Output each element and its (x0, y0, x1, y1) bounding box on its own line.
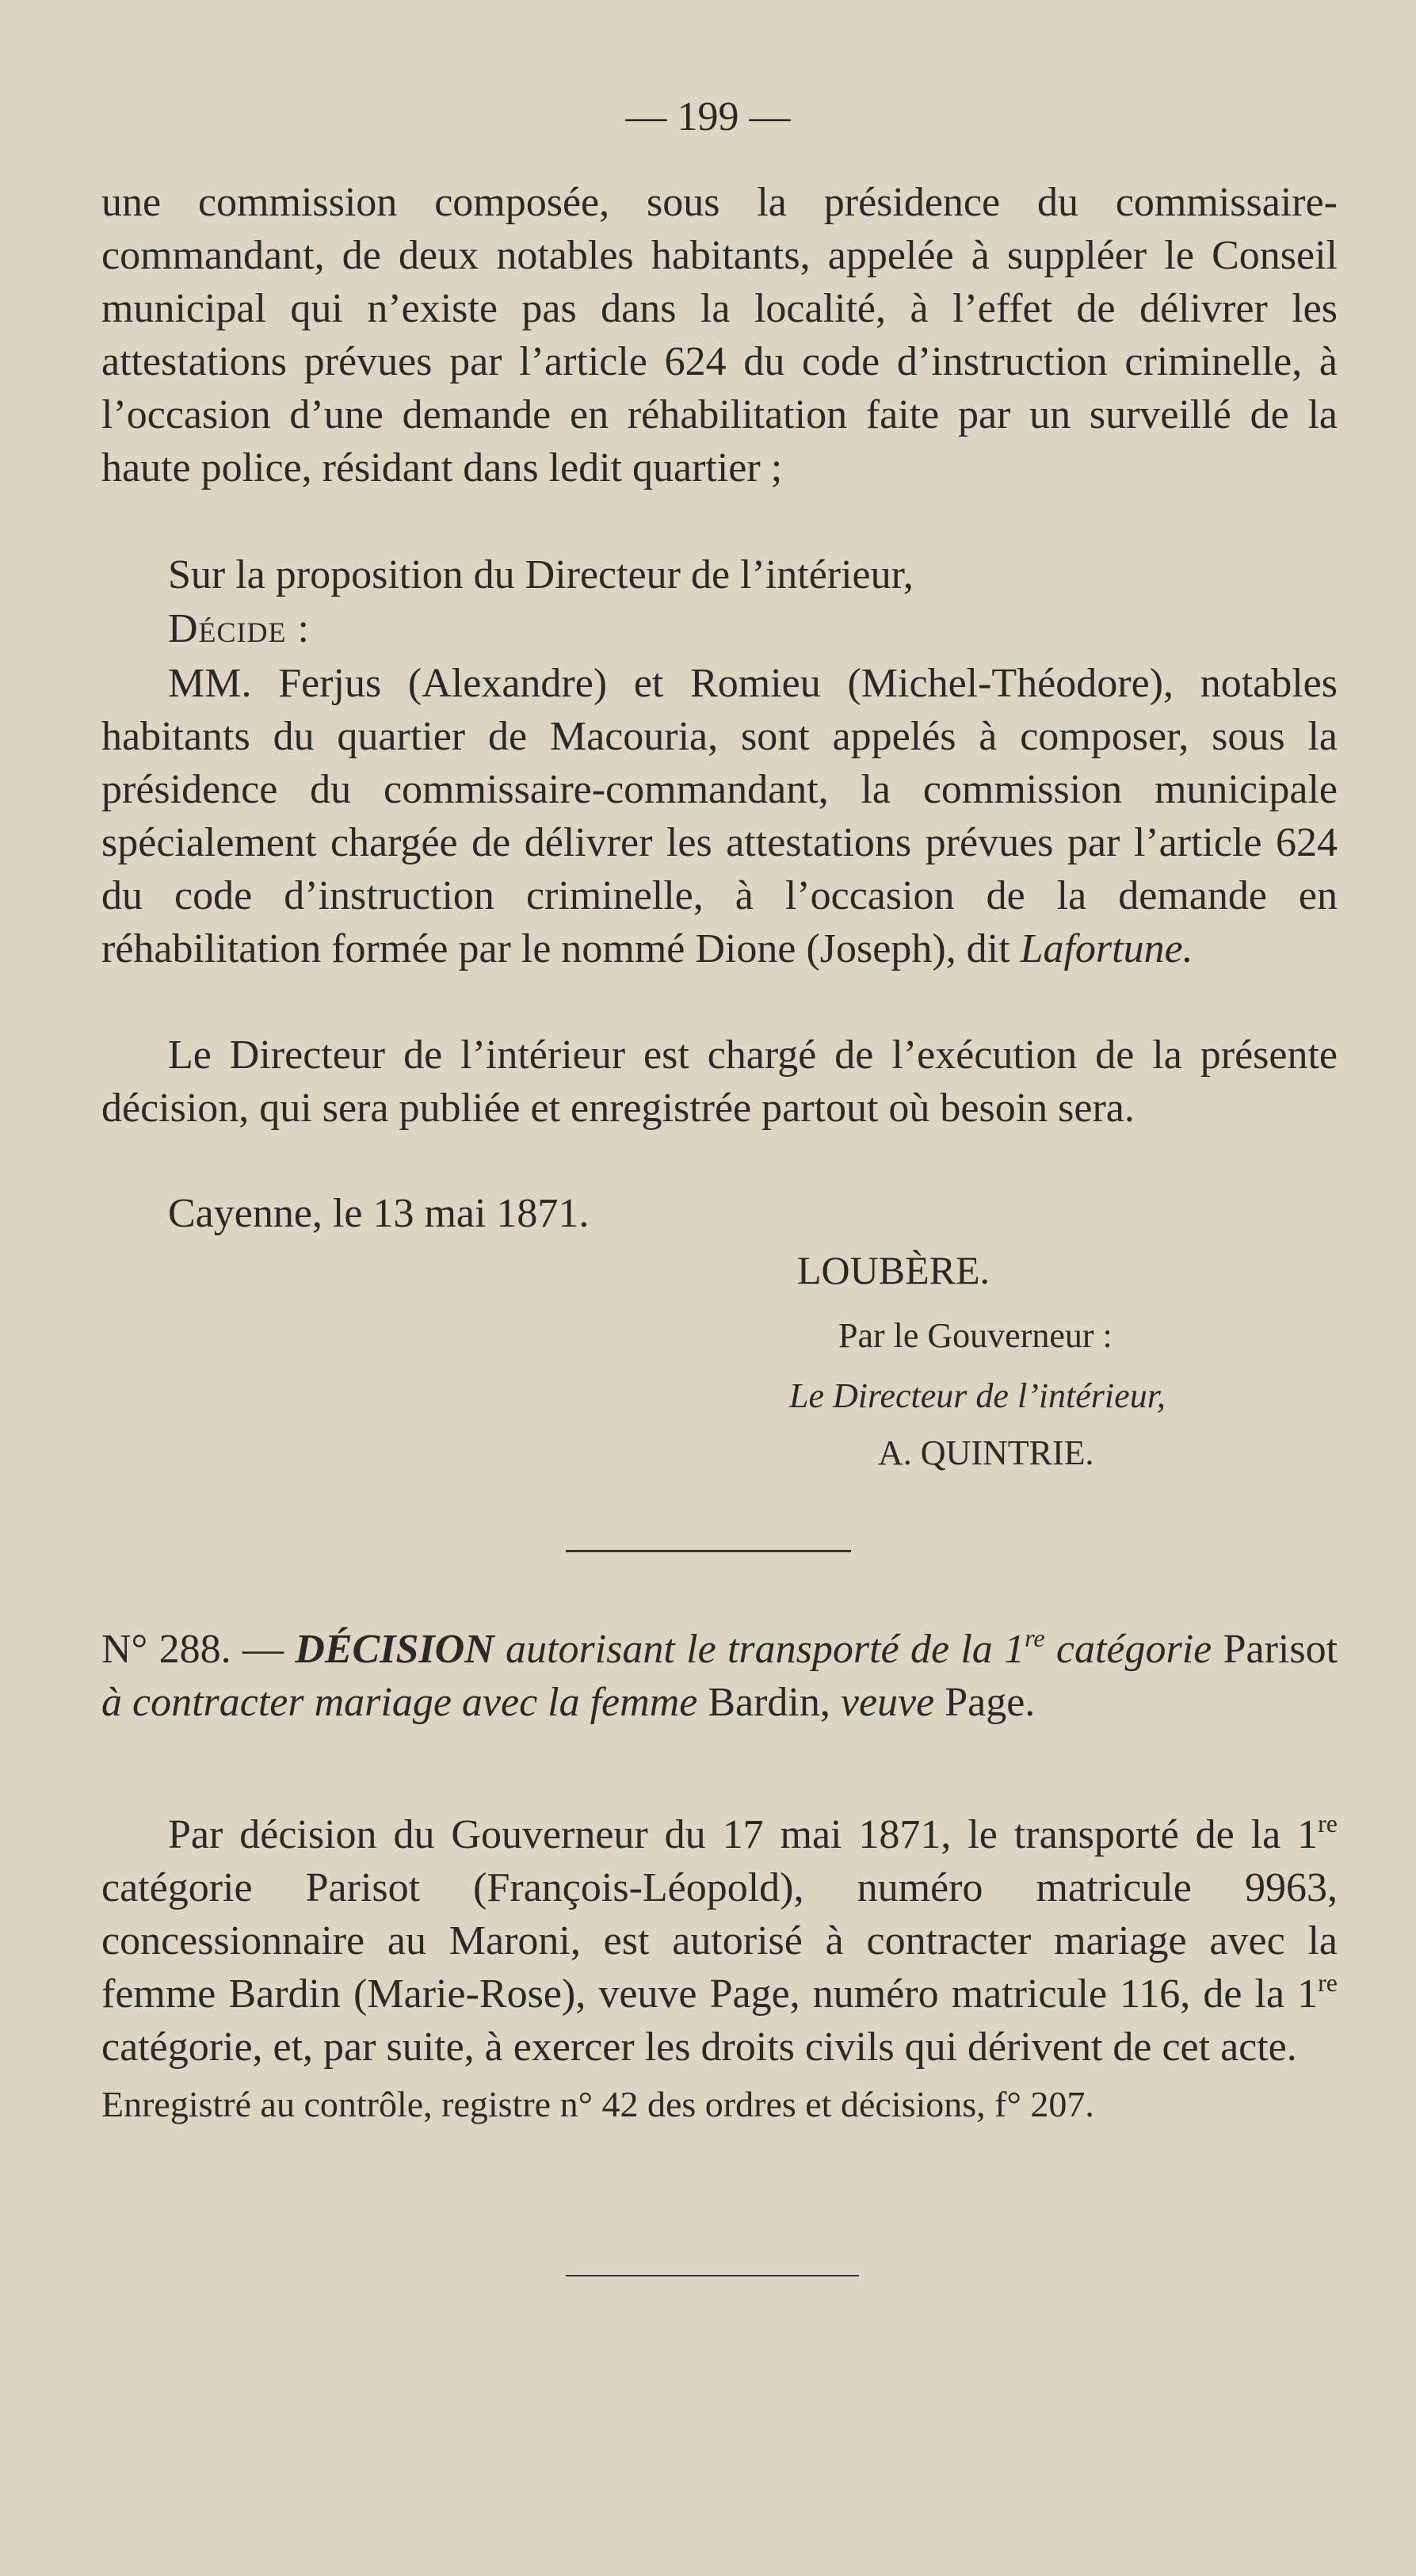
paragraph-appointment (101, 657, 1338, 975)
decision-label: DÉCISION (295, 1627, 494, 1672)
paragraph-continuation: une commission composée, sous la présidence du commissaire-commandant, de deux notables habitants, appelée à suppléer le Conseil municipal qui n’existe pas dans la localité, à l’effet de délivrer les attestations prévues par l’article 624 du code d’instruction criminelle, à l’occasion d’une demande en réhabilitation faite par un surveillé de la haute police, résidant dans ledit quartier ; (101, 180, 1338, 490)
signature-by-line: Par le Gouverneur : (838, 1316, 1113, 1355)
section-divider (566, 1550, 851, 1552)
page-number: — 199 — (625, 94, 791, 139)
registration-note: Enregistré au contrôle, registre n° 42 des ordres et décisions, f° 207. (101, 2084, 1094, 2124)
end-divider (566, 2275, 859, 2276)
appointment-text: MM. Ferjus (Alexandre) et Romieu (Michel-Théodore), notables habitants du quartier de Macouria, sont appelés à composer, sous la présidence du commissaire-commandant, la commission municipale spécialement chargée de délivrer les attestations prévues par l’article 624 du code d’instruction criminelle, à l’occasion de la demande en réhabilitation formée par le nommé Dione (Joseph), dit (101, 661, 1338, 971)
nickname: Lafortune. (1020, 926, 1193, 971)
decision-number: N° 288. (101, 1627, 231, 1672)
date-line: Cayenne, le 13 mai 1871. (168, 1191, 590, 1236)
decision-body: Par décision du Gouverneur du 17 mai 1871, le transporté de la 1re catégorie Parisot (François-Léopold), numéro matricule 9963, concessionnaire au Maroni, est autorisé à contracter mariage avec la femme Bardin (Marie-Rose), veuve Page, numéro matricule 116, de la 1re catégorie, et, par suite, à exercer les droits civils qui dérivent de cet acte. (101, 1809, 1338, 2070)
signature-governor: LOUBÈRE. (797, 1248, 990, 1292)
signature-role: Le Directeur de l’intérieur, (789, 1376, 1166, 1415)
paragraph-proposition: Sur la proposition du Directeur de l’intérieur, (168, 552, 914, 597)
decision-heading: N° 288. — DÉCISION autorisant le transporté de la 1re catégorie Parisot à contracter mariage avec la femme Bardin, veuve Page. (101, 1624, 1338, 1725)
signature-director: A. QUINTRIE. (878, 1433, 1094, 1472)
paragraph-execution: Le Directeur de l’intérieur est chargé de l’exécution de la présente décision, qui sera publiée et enregistrée partout où besoin sera. (101, 1032, 1338, 1131)
decide-heading: Décide : (168, 606, 310, 651)
